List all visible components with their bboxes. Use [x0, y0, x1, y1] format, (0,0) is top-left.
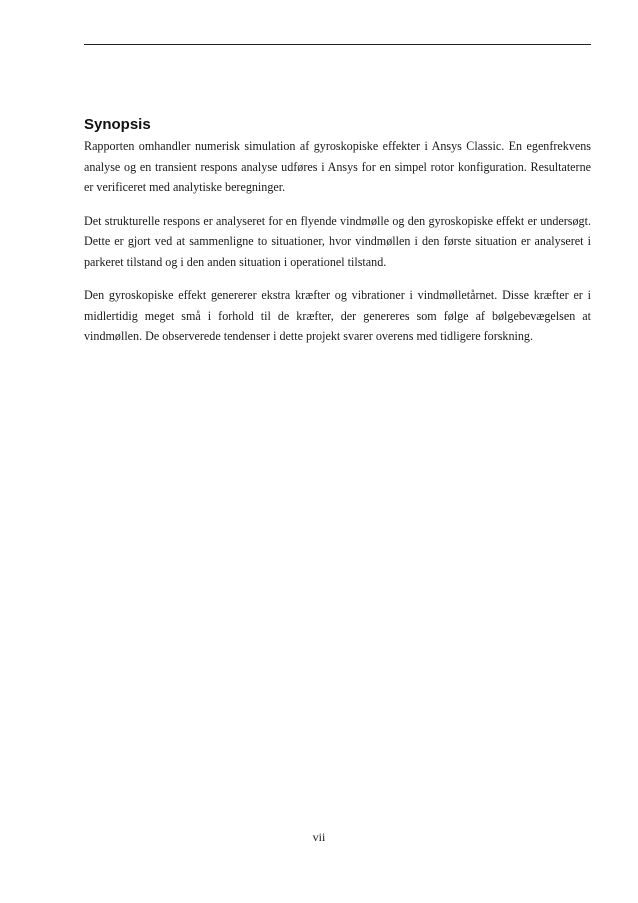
page-number: vii [312, 830, 326, 844]
paragraph-1: Rapporten omhandler numerisk simulation af gyroskopiske effekter i Ansys Classic. En egenfrekvens analyse og en transient respons analyse udføres i Ansys for en simpel rotor konfiguration. Resultaterne er verificeret med analytiske beregninger. [84, 139, 591, 194]
paragraph-2: Det strukturelle respons er analyseret for en flyende vindmølle og den gyroskopiske effekt er undersøgt. Dette er gjort ved at sammenligne to situationer, hvor vindmøllen i den første situation er analyseret i parkeret tilstand og i den anden situation i operationel tilstand. [84, 213, 591, 269]
section-title: Synopsis [84, 116, 151, 133]
header-rule [84, 44, 591, 45]
synopsis-section [84, 116, 591, 360]
paragraph-3: Den gyroskopiske effekt genererer ekstra kræfter og vibrationer i vindmølletårnet. Disse kræfter er i midlertidig meget små i forhold til de kræfter, der genereres som følge af bølgebevægelsen at vindmøllen. De observerede tendenser i dette projekt svarer overens med tidligere forskning. [84, 288, 591, 343]
